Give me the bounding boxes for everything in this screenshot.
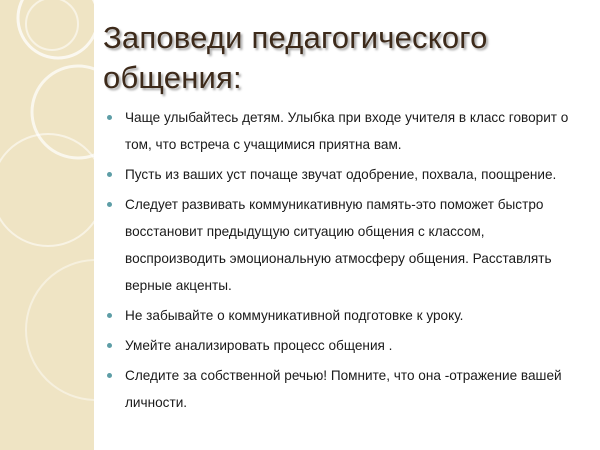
bullet-icon [107,343,112,348]
bullet-text: Следите за собственной речью! Помните, что она -отражение вашей личности. [125,368,562,410]
bullet-list [104,104,584,419]
list-item [104,302,584,329]
decorative-circles [0,0,94,450]
list-item [104,362,584,416]
slide-title: Заповеди педагогического общения: [103,20,488,95]
bullet-icon [107,115,112,120]
list-item [104,191,584,299]
bullet-text: Следует развивать коммуникативную память-это поможет быстро восстановит предыдущую ситуацию общения с классом, воспроизводить эмоциональную атмосферу общения. Расставлять верные акценты. [125,197,552,293]
decorative-side-panel [0,0,94,450]
bullet-icon [107,373,112,378]
bullet-icon [107,202,112,207]
bullet-text: Не забывайте о коммуникативной подготовке к уроку. [125,308,464,323]
bullet-text: Умейте анализировать процесс общения . [125,338,393,353]
bullet-text: Пусть из ваших уст почаще звучат одобрение, похвала, поощрение. [125,167,557,182]
list-item [104,104,584,158]
bullet-icon [107,313,112,318]
list-item [104,161,584,188]
bullet-text: Чаще улыбайтесь детям. Улыбка при входе учителя в класс говорит о том, что встреча с учащимися приятна вам. [125,110,569,152]
list-item [104,332,584,359]
bullet-icon [107,172,112,177]
